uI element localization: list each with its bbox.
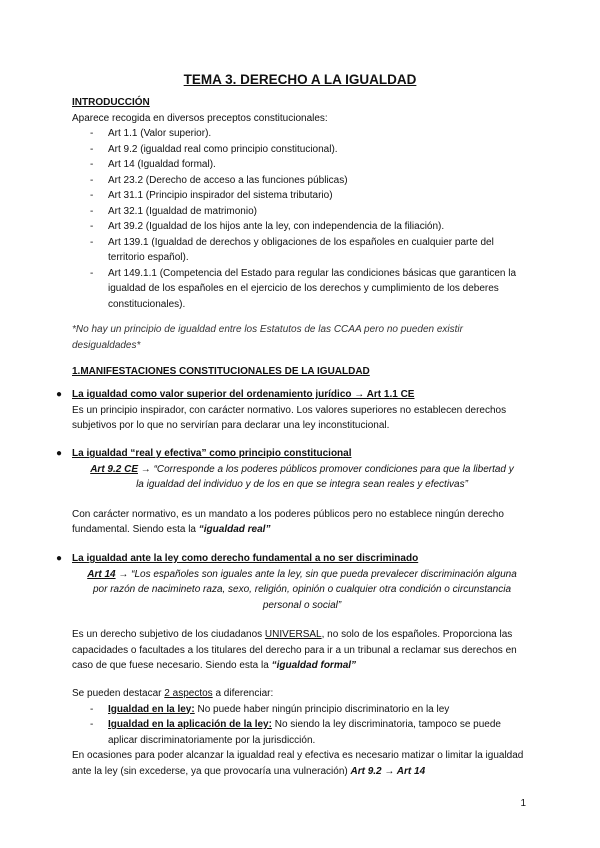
aspects-list: [72, 702, 532, 749]
aspects-lead-a: Se pueden destacar: [72, 688, 162, 699]
list-item: - Art 9.2 (igualdad real como principio constitucional).: [72, 142, 532, 158]
aspects-closing: [72, 748, 532, 779]
aspects-section: [72, 686, 532, 779]
intro-section: [72, 95, 532, 353]
aspects-lead-b: a diferenciar:: [215, 688, 274, 699]
section1-heading: 1.MANIFESTACIONES CONSTITUCIONALES DE LA IGUALDAD: [72, 366, 370, 377]
page-number: 1: [520, 798, 526, 809]
aspects-lead-underlined: 2 aspectos: [164, 688, 213, 699]
list-item: - Art 32.1 (Igualdad de matrimonio): [72, 204, 532, 220]
arrow-icon: →: [118, 568, 129, 580]
page-title: TEMA 3. DERECHO A LA IGUALDAD: [183, 72, 417, 87]
aspect-label: Igualdad en la ley:: [108, 703, 195, 715]
bullet-icon: ●: [56, 553, 63, 564]
bullet-valor-superior: [56, 387, 532, 434]
emphasis-igualdad-formal: “igualdad formal”: [271, 660, 357, 671]
quote-article: Art 14: [87, 568, 116, 580]
list-item: - Art 139.1 (Igualdad de derechos y obligaciones de los españoles en cualquier parte del territorio español).: [72, 235, 532, 266]
bullet-text-body: Es un derecho subjetivo de los ciudadanos: [72, 629, 263, 640]
list-item: - Art 23.2 (Derecho de acceso a las funciones públicas): [72, 173, 532, 189]
bullet-icon: ●: [56, 448, 63, 459]
quote-article: Art 9.2 CE: [90, 463, 138, 475]
closing-text: En ocasiones para poder alcanzar la igualdad real y efectiva es necesario matizar o limitar la igualdad ante la ley (sin excederse, ya que provocaría una vulneración): [72, 750, 524, 777]
intro-lead: Aparece recogida en diversos preceptos constitucionales:: [72, 112, 328, 124]
aspect-label: Igualdad en la aplicación de la ley:: [108, 719, 272, 730]
article-list: [72, 126, 532, 312]
emphasis-igualdad-real: “igualdad real”: [198, 524, 271, 535]
quote-art-9-2: [72, 462, 532, 493]
list-item: - Art 39.2 (Igualdad de los hijos ante la ley, con independencia de la filiación).: [72, 219, 532, 235]
bullet-text: Es un principio inspirador, con carácter normativo. Los valores superiores no establecen derechos subjetivos por lo que no servirían para declarar una ley inconstitucional.: [72, 404, 507, 431]
list-item: [72, 717, 532, 748]
emphasis-universal: UNIVERSAL: [264, 629, 322, 640]
bullet-text: [72, 507, 532, 538]
bullet-heading: La igualdad como valor superior del ordenamiento jurídico → Art 1.1 CE: [72, 389, 415, 400]
intro-heading: INTRODUCCIÓN: [72, 97, 150, 108]
list-item: [72, 702, 532, 718]
quote-art-14: [72, 567, 532, 614]
list-item: - Art 149.1.1 (Competencia del Estado para regular las condiciones básicas que garanticen la igualdad de los españoles en el ejercicio de los derechos y cumplimiento de los deberes constitucionales).: [72, 266, 532, 313]
list-item: - Art 31.1 (Principio inspirador del sistema tributario): [72, 188, 532, 204]
quote-text: “Corresponde a los poderes públicos promover condiciones para que la libertad y la igualdad del individuo y de los en que se integra sean reales y efectivas”: [136, 463, 514, 490]
bullet-icon: ●: [56, 389, 63, 400]
bullet-heading: La igualdad “real y efectiva” como principio constitucional: [72, 448, 352, 459]
bullet-text-body: Con carácter normativo, es un mandato a los poderes públicos pero no establece ningún derecho fundamental. Siendo esta la: [72, 508, 504, 535]
aspects-lead: [72, 686, 532, 702]
closing-emphasis: Art 9.2 → Art 14: [350, 765, 426, 777]
bullet-text: [72, 627, 532, 674]
bullet-heading: La igualdad ante la ley como derecho fundamental a no ser discriminado: [72, 553, 419, 564]
list-item: - Art 1.1 (Valor superior).: [72, 126, 532, 142]
arrow-icon: →: [140, 463, 151, 475]
aspect-text: No siendo la ley discriminatoria, tampoco se puede aplicar discriminatoriamente por la jurisdicción.: [108, 719, 501, 746]
bullet-igualdad-ley: [56, 551, 532, 674]
intro-note: *No hay un principio de igualdad entre los Estatutos de las CCAA pero no pueden existir desigualdades*: [72, 324, 463, 351]
aspect-text: No puede haber ningún principio discriminatorio en la ley: [197, 703, 450, 715]
bullet-text-body-2: , no solo de los españoles. Proporciona las capacidades o facultades a los titulares del derecho para ir a un tribunal a reclamar sus derechos en caso de que fuese necesario. Siendo esta la: [72, 629, 517, 671]
list-item: - Art 14 (Igualdad formal).: [72, 157, 532, 173]
bullet-igualdad-real: [56, 446, 532, 538]
quote-text: “Los españoles son iguales ante la ley, sin que pueda prevalecer discriminación alguna por razón de nacimineto raza, sexo, religión, opinión o cualquier otra condición o circunstancia personal o social”: [92, 568, 517, 611]
